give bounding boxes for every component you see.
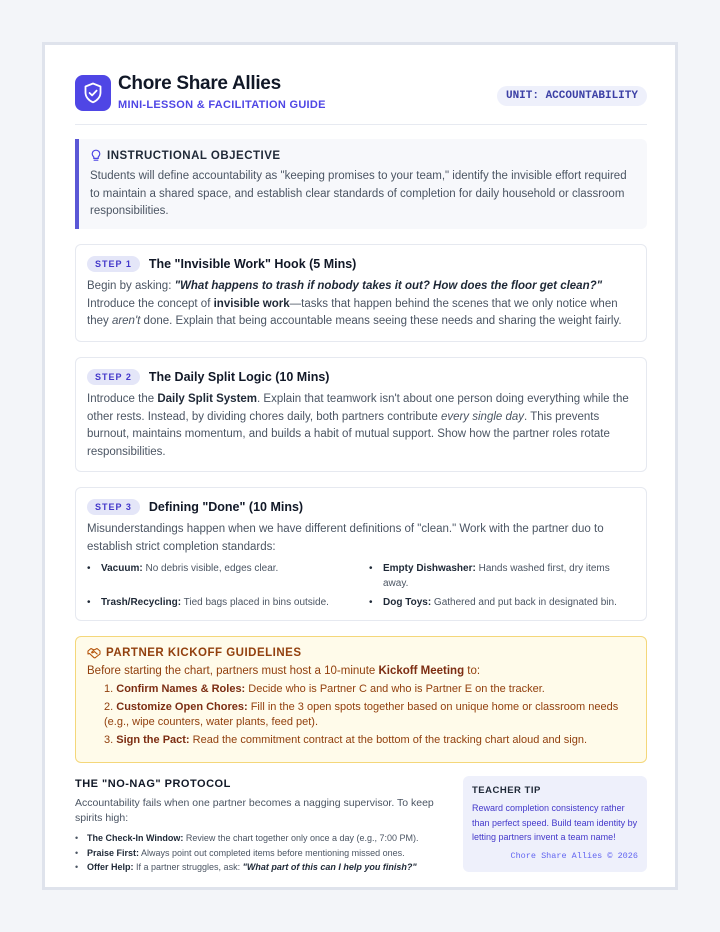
list-item: [75, 860, 449, 875]
list-item: [104, 682, 635, 697]
item-number: 2.: [104, 701, 114, 713]
step-pill: STEP 2: [87, 369, 140, 385]
list-item: [369, 561, 637, 591]
list-item: [75, 831, 449, 846]
item-label: Empty Dishwasher:: [383, 563, 476, 574]
step-text: [87, 391, 635, 461]
objective-heading-row: [90, 149, 637, 162]
step-italic-term: aren't: [111, 315, 141, 327]
list-item: [87, 595, 369, 610]
step-text-part: done. Explain that being accountable means seeing these needs and sharing the weight fairly.: [140, 315, 622, 327]
step-bold-term: invisible work: [213, 297, 290, 310]
item-label: Customize Open Chores:: [116, 701, 248, 713]
step-pill: STEP 1: [87, 256, 140, 272]
item-label: Vacuum:: [101, 563, 143, 574]
protocol-list: [75, 831, 449, 875]
handshake-icon: [87, 647, 101, 659]
item-label: Confirm Names & Roles:: [116, 683, 246, 695]
item-text: Tied bags placed in bins outside.: [181, 597, 329, 608]
item-label: Sign the Pact:: [116, 734, 190, 746]
partner-heading-row: [87, 647, 635, 659]
item-text: Read the commitment contract at the bottom of the tracking chart aloud and sign.: [189, 734, 588, 746]
page-content: [75, 73, 647, 875]
shield-check-icon: [75, 75, 111, 111]
step-italic-term: every single day: [440, 410, 525, 423]
page-subtitle: MINI-LESSON & FACILITATION GUIDE: [118, 99, 326, 111]
step-text: [87, 278, 635, 331]
intro-part: to:: [464, 665, 481, 677]
partner-heading: PARTNER KICKOFF GUIDELINES: [106, 647, 302, 659]
objective-heading: INSTRUCTIONAL OBJECTIVE: [107, 149, 281, 162]
bottom-section: [75, 776, 647, 875]
step-text-part: . Explain that teamwork isn't about one person doing everything while the other rests. Instead, by dividing chores daily, both partners contribute: [87, 393, 629, 423]
intro-bold: Kickoff Meeting: [378, 665, 465, 677]
list-item: [369, 595, 637, 610]
step-title: The "Invisible Work" Hook (5 Mins): [148, 256, 357, 271]
partner-kickoff-box: [75, 636, 647, 763]
page-title: Chore Share Allies: [118, 73, 281, 94]
done-standards-list: [87, 561, 635, 614]
step-text-part: —tasks that happen behind the scenes that we only notice when they: [87, 297, 618, 327]
step-heading-row: [87, 368, 635, 385]
item-text: Fill in the 3 open spots together based on unique home or classroom needs (e.g., wipe counters, water plants, feed pet).: [104, 701, 619, 728]
item-text: Always point out completed items before mentioning missed ones.: [139, 847, 405, 858]
item-text: Gathered and put back in designated bin.: [431, 597, 617, 608]
item-label: The Check-In Window:: [87, 833, 184, 843]
step-heading-row: [87, 498, 635, 515]
step-text: Misunderstandings happen when we have different definitions of "clean." Work with the partner duo to establish strict completion standards:: [87, 523, 604, 553]
protocol-text: Accountability fails when one partner becomes a nagging supervisor. To keep spirits high:: [75, 797, 434, 824]
item-text: Hands washed first, dry items away.: [383, 563, 610, 589]
no-nag-protocol: [75, 776, 449, 875]
step-text-part: Introduce the concept of: [87, 297, 214, 310]
step-pill: STEP 3: [87, 499, 140, 515]
step-card-2: [75, 357, 647, 472]
item-text: Review the chart together only once a day (e.g., 7:00 PM).: [183, 833, 419, 843]
item-text: If a partner struggles, ask:: [133, 862, 243, 872]
step-text-part: Introduce the: [87, 393, 158, 405]
unit-badge: UNIT: ACCOUNTABILITY: [497, 86, 647, 106]
item-text: Decide who is Partner C and who is Partner E on the tracker.: [245, 683, 545, 695]
item-label: Dog Toys:: [383, 597, 432, 608]
tip-text: Reward completion consistency rather than perfect speed. Build team identity by letting partners invent a team name!: [472, 803, 638, 842]
lesson-page: [42, 42, 678, 890]
tip-heading: TEACHER TIP: [472, 785, 541, 796]
list-item: [87, 561, 369, 591]
item-number: 3.: [104, 734, 114, 746]
kickoff-list: [87, 682, 635, 748]
step-heading-row: [87, 255, 635, 272]
objective-box: [75, 139, 647, 229]
copyright-footer: Chore Share Allies © 2026: [510, 850, 638, 861]
step-bold-term: Daily Split System: [157, 393, 258, 405]
page-header: [75, 73, 647, 125]
step-card-3: [75, 487, 647, 621]
step-text-part: . This prevents burnout, maintains momentum, and builds a habit of mutual support. Show how the partner roles rotate responsibilities.: [87, 410, 610, 458]
step-text-part: Begin by asking:: [87, 280, 175, 292]
item-quote: "What part of this can I help you finish?": [242, 862, 417, 872]
objective-text: Students will define accountability as "keeping promises to your team," identify the invisible effort required to maintain a shared space, and establish clear standards of completion for daily household or classroom responsibilities.: [90, 170, 627, 217]
step-quote: "What happens to trash if nobody takes it out? How does the floor get clean?": [174, 280, 603, 292]
step-title: The Daily Split Logic (10 Mins): [148, 369, 330, 384]
item-label: Offer Help:: [87, 862, 134, 872]
lightbulb-icon: [90, 149, 102, 162]
list-item: [104, 733, 635, 748]
list-item: [75, 846, 449, 861]
step-title: Defining "Done" (10 Mins): [148, 499, 304, 514]
item-text: No debris visible, edges clear.: [142, 563, 279, 574]
item-number: 1.: [104, 683, 114, 695]
protocol-heading: THE "NO-NAG" PROTOCOL: [75, 778, 231, 790]
intro-part: Before starting the chart, partners must host a 10-minute: [87, 665, 379, 677]
list-item: [104, 700, 635, 730]
partner-intro: [87, 665, 635, 677]
item-label: Praise First:: [87, 847, 140, 858]
item-label: Trash/Recycling:: [101, 597, 182, 608]
step-card-1: [75, 244, 647, 342]
teacher-tip-box: [463, 776, 647, 872]
